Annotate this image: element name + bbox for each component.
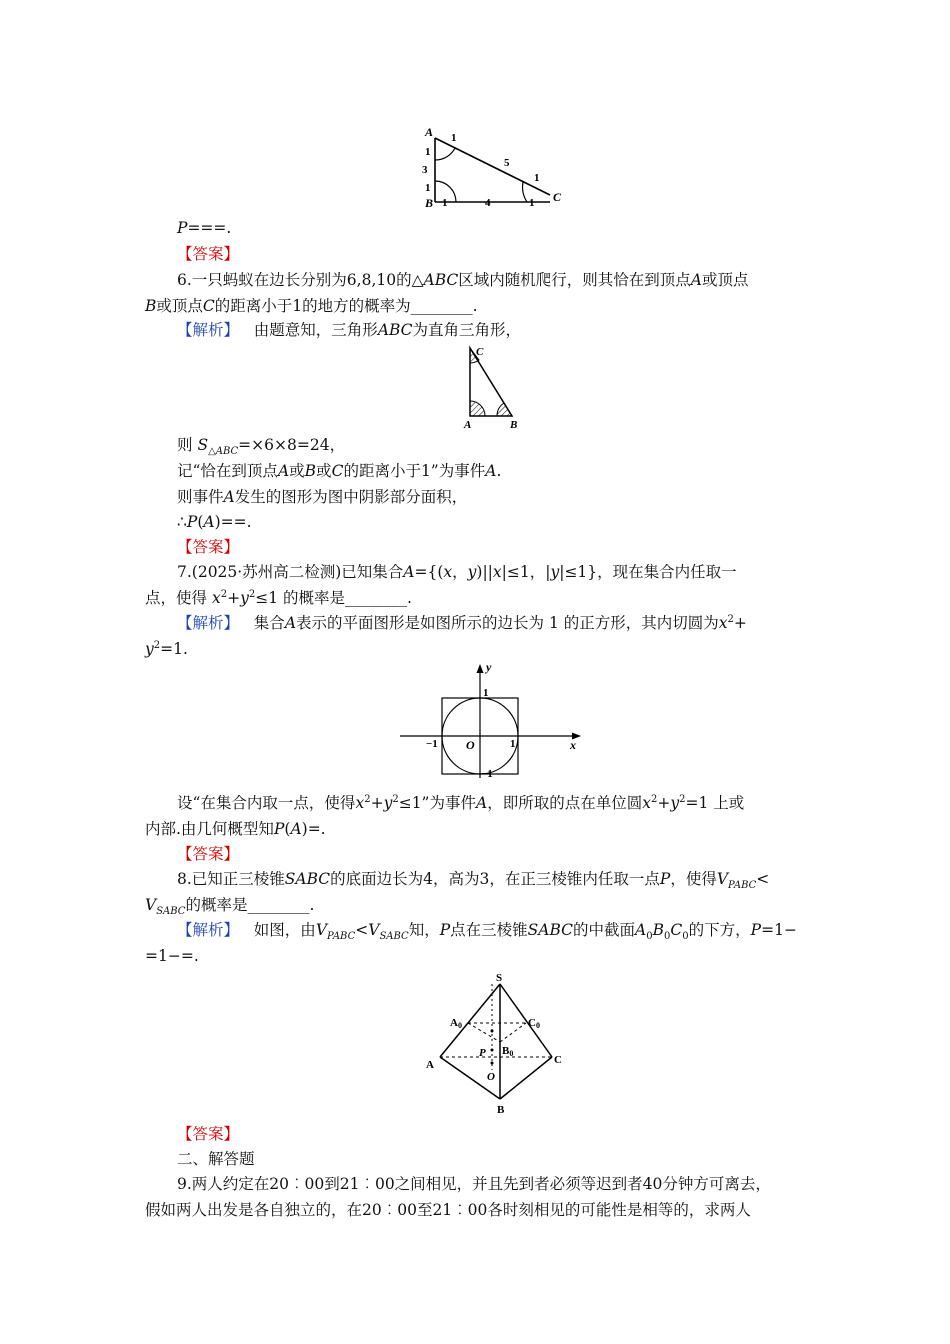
- q7-line2: 点，使得 $x^2+y^2\le 1$ 的概率是________.: [145, 588, 412, 607]
- q7-line1: 7.(2025·苏州高二检测)已知集合A={(x，y)||x|≤1，|y|≤1}，现在集合内任取一: [177, 563, 737, 581]
- q6-solution: 【解析】 由题意知，三角形ABC为直角三角形，: [177, 321, 522, 339]
- fig1-num: 3: [422, 164, 428, 176]
- q8-line1: 8.已知正三棱锥SABC的底面边长为4，高为3，在正三棱锥内任取一点P，使得$V_{PABC}<$: [177, 870, 770, 892]
- fig4-label-o: O: [487, 1071, 495, 1083]
- fig1-num: 1: [442, 197, 448, 209]
- q8-line2: $V_{SABC}$的概率是________.: [145, 896, 315, 918]
- q6-line1: 6.一只蚂蚁在边长分别为6,8,10的△ABC区域内随机爬行，则其恰在到顶点A或顶点: [177, 271, 749, 289]
- fig4-label-c: C: [554, 1054, 562, 1066]
- fig4-label-a0: A0: [450, 1017, 462, 1030]
- fig1-num: 5: [504, 157, 510, 169]
- q8-solution-line1: 【解析】 如图，由$V_{PABC}<V_{SABC}$知，P点在三棱锥SABC的中截面$A_0B_0C_0$的下方，P=1−: [177, 921, 797, 943]
- figure-pyramid: [420, 970, 570, 1120]
- fig1-num: 4: [485, 197, 491, 209]
- fig2-label-c: C: [476, 346, 484, 358]
- q7-solution-line1: 【解析】 集合A表示的平面图形是如图所示的边长为 1 的正方形，其内切圆为$x^2+$: [177, 613, 747, 632]
- fig1-num: 1: [425, 146, 431, 158]
- q7-set-line2: 内部.由几何概型知P(A)=.: [145, 820, 326, 838]
- fig1-label-b: B: [425, 196, 434, 210]
- q6-area: 则 $S_{\triangle ABC}=\times 6\times 8=24$，: [177, 436, 346, 458]
- figure-triangle-arcs: [415, 120, 575, 210]
- answer-label: 【答案】: [177, 245, 240, 263]
- figure-circle-square: [400, 660, 590, 785]
- fig4-label-b0: B0: [502, 1045, 514, 1058]
- fig1-num: 1: [534, 172, 540, 184]
- fig3-label-x: x: [570, 738, 576, 752]
- q8-solution-line2: =1−=.: [145, 947, 199, 965]
- answer-label: 【答案】: [177, 1125, 240, 1143]
- q7-set-line1: 设“在集合内取一点，使得$x^2+y^2\le 1$”为事件A，即所取的点在单位圆$x^2+y^2=1$ 上或: [177, 793, 745, 812]
- fig3-tick: −1: [426, 738, 438, 750]
- analysis-label: 【解析】: [177, 614, 240, 632]
- q9-line2: 假如两人出发是各自独立的，在20︰00至21︰00各时刻相见的可能性是相等的，求两人: [145, 1201, 751, 1219]
- fig4-label-b: B: [497, 1104, 505, 1116]
- q6-event: 记“恰在到顶点A或B或C的距离小于1”为事件A.: [177, 462, 502, 480]
- p-line: P===.: [177, 219, 232, 237]
- fig4-label-p: P: [479, 1047, 486, 1059]
- section-heading: 二、解答题: [177, 1150, 255, 1168]
- figure-shaded-triangle: [455, 343, 535, 433]
- fig1-num: 1: [529, 197, 535, 209]
- fig1-label-a: A: [425, 125, 434, 139]
- answer-label: 【答案】: [177, 538, 240, 556]
- fig1-num: 1: [425, 182, 431, 194]
- analysis-label: 【解析】: [177, 321, 240, 339]
- analysis-label: 【解析】: [177, 921, 240, 939]
- fig3-tick: −1: [481, 768, 493, 780]
- fig2-label-b: B: [510, 419, 518, 431]
- fig1-label-c: C: [553, 190, 562, 204]
- q6-probability: ∴P(A)==.: [177, 513, 252, 531]
- q6-line2: B或顶点C的距离小于1的地方的概率为________.: [145, 297, 478, 315]
- fig2-label-a: A: [464, 419, 472, 431]
- fig1-num: 1: [451, 132, 457, 144]
- fig4-label-c0: C0: [528, 1017, 540, 1030]
- fig4-label-s: S: [496, 972, 503, 984]
- fig3-label-o: O: [466, 738, 475, 752]
- fig3-tick: 1: [510, 738, 516, 750]
- q7-solution-line2: $y^2=1$.: [145, 639, 188, 658]
- fig3-tick: 1: [483, 687, 489, 699]
- answer-label: 【答案】: [177, 845, 240, 863]
- fig3-label-y: y: [486, 660, 492, 674]
- q9-line1: 9.两人约定在20︰00到21︰00之间相见，并且先到者必须等迟到者40分钟方可离去，: [177, 1175, 771, 1193]
- q6-shaded: 则事件A发生的图形为图中阴影部分面积，: [177, 488, 468, 506]
- fig4-label-a: A: [426, 1059, 434, 1071]
